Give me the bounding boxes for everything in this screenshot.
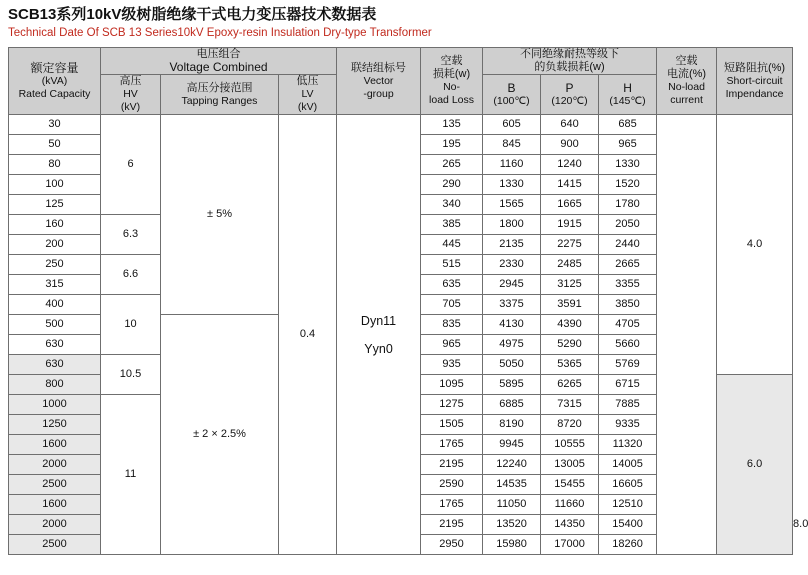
- header-voltage-combined-cn: 电压组合: [196, 48, 241, 60]
- cell-load-loss-h: 4705: [599, 315, 657, 335]
- header-load-loss-b-temp: (100℃): [493, 94, 530, 107]
- cell-capacity: 80: [9, 155, 101, 175]
- cell-no-load-loss: 265: [421, 155, 483, 175]
- cell-tapping-2: ± 2 × 2.5%: [161, 315, 279, 555]
- cell-hv-6: 6: [101, 115, 161, 215]
- cell-capacity: 1600: [9, 495, 101, 515]
- cell-load-loss-b: 1160: [483, 155, 541, 175]
- cell-capacity: 1600: [9, 435, 101, 455]
- cell-load-loss-b: 5050: [483, 355, 541, 375]
- cell-no-load-loss: 835: [421, 315, 483, 335]
- header-rated-capacity-en: Rated Capacity: [18, 87, 91, 100]
- cell-hv-6-3: 6.3: [101, 215, 161, 255]
- cell-no-load-loss: 705: [421, 295, 483, 315]
- cell-capacity: 100: [9, 175, 101, 195]
- cell-load-loss-p: 8720: [541, 415, 599, 435]
- header-vector-en: Vector: [363, 74, 394, 87]
- cell-load-loss-p: 6265: [541, 375, 599, 395]
- header-lv-unit: (kV): [297, 101, 318, 113]
- cell-load-loss-h: 12510: [599, 495, 657, 515]
- cell-load-loss-h: 9335: [599, 415, 657, 435]
- page-title-cn: SCB13系列10kV级树脂绝缘干式电力变压器技术数据表: [8, 6, 377, 23]
- cell-load-loss-h: 1780: [599, 195, 657, 215]
- spec-table: [8, 47, 808, 555]
- cell-load-loss-p: 5365: [541, 355, 599, 375]
- cell-load-loss-p: 1915: [541, 215, 599, 235]
- cell-load-loss-h: 15400: [599, 515, 657, 535]
- cell-capacity: 500: [9, 315, 101, 335]
- header-load-loss-p-temp: (120℃): [551, 94, 588, 107]
- cell-load-loss-b: 9945: [483, 435, 541, 455]
- cell-load-loss-p: 10555: [541, 435, 599, 455]
- cell-load-loss-h: 3355: [599, 275, 657, 295]
- table-body: [9, 115, 808, 555]
- header-load-loss-group: [483, 48, 657, 75]
- cell-hv-11: 11: [101, 395, 161, 555]
- cell-capacity: 630: [9, 335, 101, 355]
- header-load-loss-b: [483, 75, 541, 115]
- cell-load-loss-b: 12240: [483, 455, 541, 475]
- header-voltage-combined: [101, 48, 337, 75]
- header-lv-cn: 低压: [296, 75, 319, 87]
- header-lv-en: LV: [301, 88, 314, 100]
- cell-load-loss-h: 7885: [599, 395, 657, 415]
- cell-no-load-loss: 965: [421, 335, 483, 355]
- cell-load-loss-h: 1330: [599, 155, 657, 175]
- header-load-loss-h-label: H: [623, 80, 632, 95]
- cell-load-loss-p: 15455: [541, 475, 599, 495]
- cell-tapping-1: ± 5%: [161, 115, 279, 315]
- cell-load-loss-h: 5660: [599, 335, 657, 355]
- cell-load-loss-p: 900: [541, 135, 599, 155]
- header-hv-en: HV: [123, 88, 138, 100]
- header-no-load-current-en: No-load: [668, 81, 705, 93]
- cell-load-loss-p: 14350: [541, 515, 599, 535]
- cell-capacity: 1000: [9, 395, 101, 415]
- cell-lv: 0.4: [279, 115, 337, 555]
- cell-no-load-loss: 385: [421, 215, 483, 235]
- header-hv-unit: (kV): [120, 101, 141, 113]
- page-title-en: Technical Date Of SCB 13 Series10kV Epoxy-resin Insulation Dry-type Transformer: [8, 27, 432, 39]
- header-tapping-cn: 高压分接范围: [186, 81, 253, 94]
- cell-load-loss-p: 3125: [541, 275, 599, 295]
- cell-no-load-loss: 1765: [421, 495, 483, 515]
- cell-no-load-current: [657, 115, 717, 555]
- header-hv: [101, 75, 161, 115]
- header-voltage-combined-en: Voltage Combined: [169, 60, 268, 74]
- header-impedance-cn: 短路阻抗(%): [723, 61, 786, 74]
- cell-no-load-loss: 340: [421, 195, 483, 215]
- cell-load-loss-b: 1800: [483, 215, 541, 235]
- cell-capacity: 125: [9, 195, 101, 215]
- cell-no-load-loss: 2195: [421, 455, 483, 475]
- cell-capacity: 2000: [9, 515, 101, 535]
- header-load-loss-p: [541, 75, 599, 115]
- header-tapping-en: Tapping Ranges: [181, 94, 258, 107]
- vector-dyn11: Dyn11: [360, 313, 397, 328]
- cell-load-loss-b: 1565: [483, 195, 541, 215]
- header-no-load-loss-en2: load Loss: [429, 94, 474, 106]
- cell-load-loss-h: 2440: [599, 235, 657, 255]
- cell-load-loss-h: 1520: [599, 175, 657, 195]
- cell-load-loss-b: 13520: [483, 515, 541, 535]
- vector-yyn0: Yyn0: [364, 341, 393, 356]
- cell-no-load-loss: 2950: [421, 535, 483, 555]
- cell-capacity: 315: [9, 275, 101, 295]
- cell-load-loss-b: 4975: [483, 335, 541, 355]
- cell-load-loss-h: 3850: [599, 295, 657, 315]
- cell-capacity: 2500: [9, 475, 101, 495]
- cell-capacity: 400: [9, 295, 101, 315]
- cell-hv-10-5: 10.5: [101, 355, 161, 395]
- cell-no-load-loss: 1095: [421, 375, 483, 395]
- cell-load-loss-h: 5769: [599, 355, 657, 375]
- header-load-loss-h: [599, 75, 657, 115]
- header-rated-capacity-cn: 额定容量: [30, 60, 79, 75]
- header-no-load-loss-cn2: 损耗(w): [432, 68, 471, 80]
- cell-load-loss-p: 1415: [541, 175, 599, 195]
- cell-vector-group: [337, 115, 421, 555]
- cell-load-loss-h: 2050: [599, 215, 657, 235]
- cell-load-loss-p: 2275: [541, 235, 599, 255]
- cell-load-loss-b: 8190: [483, 415, 541, 435]
- header-impedance-en: Short-circuit: [726, 74, 783, 87]
- cell-capacity: 1250: [9, 415, 101, 435]
- cell-impedance-6: 6.0: [717, 375, 793, 555]
- cell-load-loss-h: 18260: [599, 535, 657, 555]
- header-rated-capacity: [9, 48, 101, 115]
- header-lv: [279, 75, 337, 115]
- cell-load-loss-h: 14005: [599, 455, 657, 475]
- header-rated-capacity-unit: (kVA): [41, 74, 68, 87]
- cell-load-loss-b: 5895: [483, 375, 541, 395]
- cell-no-load-loss: 935: [421, 355, 483, 375]
- cell-load-loss-p: 3591: [541, 295, 599, 315]
- table-row: [9, 115, 793, 135]
- cell-capacity: 800: [9, 375, 101, 395]
- header-vector-group: [337, 48, 421, 115]
- header-hv-cn: 高压: [119, 75, 142, 87]
- cell-load-loss-b: 11050: [483, 495, 541, 515]
- cell-load-loss-b: 605: [483, 115, 541, 135]
- title-block: [0, 0, 780, 43]
- cell-capacity: 50: [9, 135, 101, 155]
- header-vector-en2: -group: [363, 87, 394, 100]
- cell-capacity: 2000: [9, 455, 101, 475]
- header-no-load-current-cn: 空载: [675, 55, 698, 67]
- cell-load-loss-b: 6885: [483, 395, 541, 415]
- cell-load-loss-h: 685: [599, 115, 657, 135]
- cell-load-loss-p: 1665: [541, 195, 599, 215]
- cell-no-load-loss: 1765: [421, 435, 483, 455]
- cell-load-loss-p: 13005: [541, 455, 599, 475]
- header-load-loss-p-label: P: [565, 80, 574, 95]
- cell-load-loss-p: 17000: [541, 535, 599, 555]
- cell-capacity: 30: [9, 115, 101, 135]
- cell-no-load-loss: 2590: [421, 475, 483, 495]
- header-no-load-loss-en: No-: [443, 81, 460, 93]
- cell-load-loss-b: 14535: [483, 475, 541, 495]
- cell-capacity: 2500: [9, 535, 101, 555]
- cell-no-load-loss: 1275: [421, 395, 483, 415]
- header-load-loss-cn2: 的负载损耗(w): [534, 61, 605, 73]
- cell-load-loss-p: 7315: [541, 395, 599, 415]
- header-impedance: [717, 48, 793, 115]
- cell-load-loss-p: 11660: [541, 495, 599, 515]
- cell-capacity: 160: [9, 215, 101, 235]
- cell-load-loss-b: 3375: [483, 295, 541, 315]
- header-no-load-current-cn2: 电流(%): [666, 68, 707, 80]
- header-no-load-loss-cn: 空载: [440, 55, 463, 67]
- cell-capacity: 250: [9, 255, 101, 275]
- cell-load-loss-h: 2665: [599, 255, 657, 275]
- cell-load-loss-b: 2945: [483, 275, 541, 295]
- cell-load-loss-p: 5290: [541, 335, 599, 355]
- cell-no-load-loss: 515: [421, 255, 483, 275]
- cell-load-loss-b: 4130: [483, 315, 541, 335]
- cell-hv-10: 10: [101, 295, 161, 355]
- header-load-loss-cn: 不同绝缘耐热等级下: [520, 48, 620, 60]
- cell-load-loss-b: 845: [483, 135, 541, 155]
- cell-load-loss-h: 16605: [599, 475, 657, 495]
- header-no-load-current-en2: current: [670, 94, 703, 106]
- header-tapping-ranges: [161, 75, 279, 115]
- cell-load-loss-h: 6715: [599, 375, 657, 395]
- cell-load-loss-b: 2135: [483, 235, 541, 255]
- cell-no-load-loss: 135: [421, 115, 483, 135]
- header-load-loss-h-temp: (145℃): [609, 94, 646, 107]
- cell-load-loss-h: 965: [599, 135, 657, 155]
- cell-load-loss-p: 2485: [541, 255, 599, 275]
- header-vector-cn: 联结组标号: [351, 61, 407, 74]
- cell-load-loss-b: 2330: [483, 255, 541, 275]
- header-load-loss-b-label: B: [507, 80, 516, 95]
- cell-no-load-loss: 635: [421, 275, 483, 295]
- cell-no-load-loss: 290: [421, 175, 483, 195]
- header-impedance-en2: Impendance: [725, 87, 784, 100]
- cell-no-load-loss: 1505: [421, 415, 483, 435]
- cell-no-load-loss: 445: [421, 235, 483, 255]
- header-no-load-loss: [421, 48, 483, 115]
- cell-load-loss-p: 4390: [541, 315, 599, 335]
- cell-capacity: 200: [9, 235, 101, 255]
- table-header: [9, 48, 793, 115]
- cell-load-loss-h: 11320: [599, 435, 657, 455]
- cell-hv-6-6: 6.6: [101, 255, 161, 295]
- cell-no-load-loss: 195: [421, 135, 483, 155]
- header-no-load-current: [657, 48, 717, 115]
- cell-load-loss-b: 1330: [483, 175, 541, 195]
- cell-load-loss-p: 1240: [541, 155, 599, 175]
- cell-no-load-loss: 2195: [421, 515, 483, 535]
- cell-load-loss-p: 640: [541, 115, 599, 135]
- table-row: 1600 1765 11050 11660 12510 8.0: [9, 495, 793, 515]
- cell-load-loss-b: 15980: [483, 535, 541, 555]
- cell-impedance-4: 4.0: [717, 115, 793, 375]
- cell-capacity: 630: [9, 355, 101, 375]
